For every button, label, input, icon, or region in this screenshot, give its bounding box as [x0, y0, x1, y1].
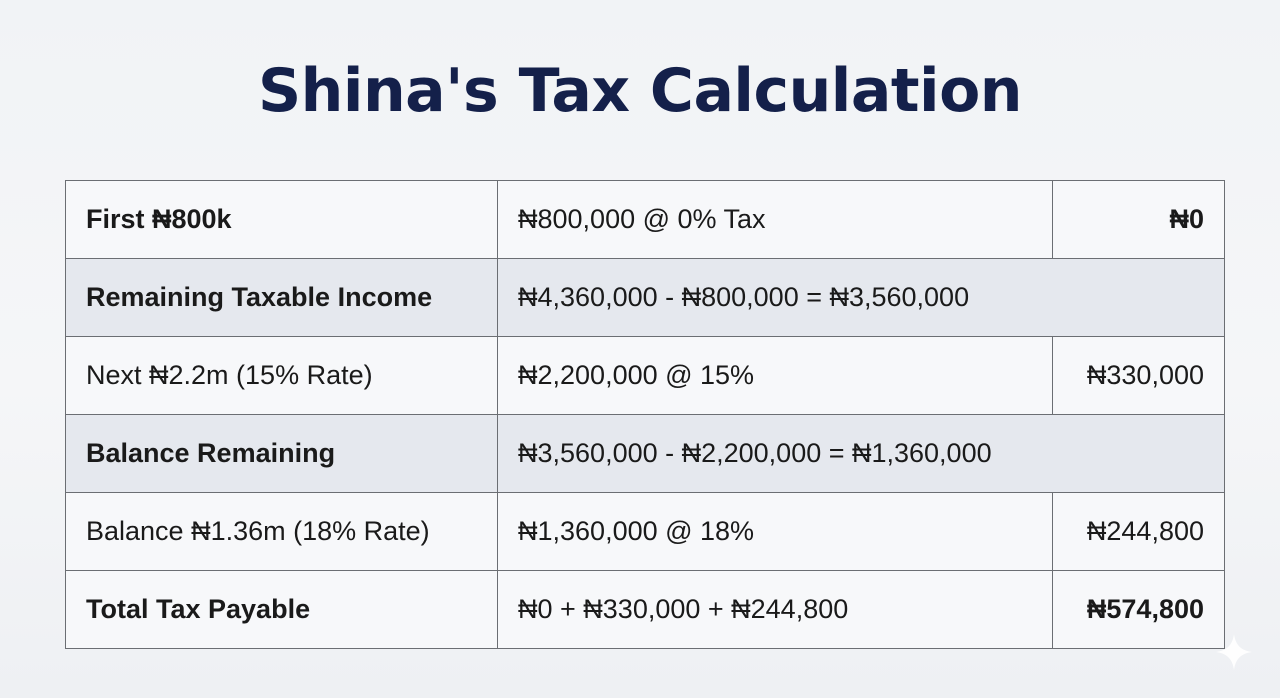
- row-label: Total Tax Payable: [66, 571, 498, 649]
- row-amount: ₦244,800: [1053, 493, 1225, 571]
- table-row-balance-1-36m: [66, 493, 1225, 571]
- row-amount: ₦330,000: [1053, 337, 1225, 415]
- row-label: Balance ₦1.36m (18% Rate): [66, 493, 498, 571]
- table-row-total-tax-payable: [66, 571, 1225, 649]
- row-label: Remaining Taxable Income: [66, 259, 498, 337]
- row-label: First ₦800k: [66, 181, 498, 259]
- row-calculation: ₦2,200,000 @ 15%: [498, 337, 1053, 415]
- page-title: Shina's Tax Calculation: [257, 56, 1023, 126]
- row-amount: ₦574,800: [1053, 571, 1225, 649]
- row-calculation: ₦3,560,000 - ₦2,200,000 = ₦1,360,000: [498, 415, 1225, 493]
- row-calculation: ₦4,360,000 - ₦800,000 = ₦3,560,000: [498, 259, 1225, 337]
- table-row-balance-remaining: [66, 415, 1225, 493]
- sparkle-icon: [1214, 632, 1254, 672]
- tax-calculation-table: [65, 180, 1225, 649]
- row-calculation: ₦1,360,000 @ 18%: [498, 493, 1053, 571]
- row-label: Next ₦2.2m (15% Rate): [66, 337, 498, 415]
- table-row-remaining-taxable-income: [66, 259, 1225, 337]
- row-amount: ₦0: [1053, 181, 1225, 259]
- row-label: Balance Remaining: [66, 415, 498, 493]
- table-row-next-2-2m: [66, 337, 1225, 415]
- table-row-first-800k: [66, 181, 1225, 259]
- row-calculation: ₦0 + ₦330,000 + ₦244,800: [498, 571, 1053, 649]
- row-calculation: ₦800,000 @ 0% Tax: [498, 181, 1053, 259]
